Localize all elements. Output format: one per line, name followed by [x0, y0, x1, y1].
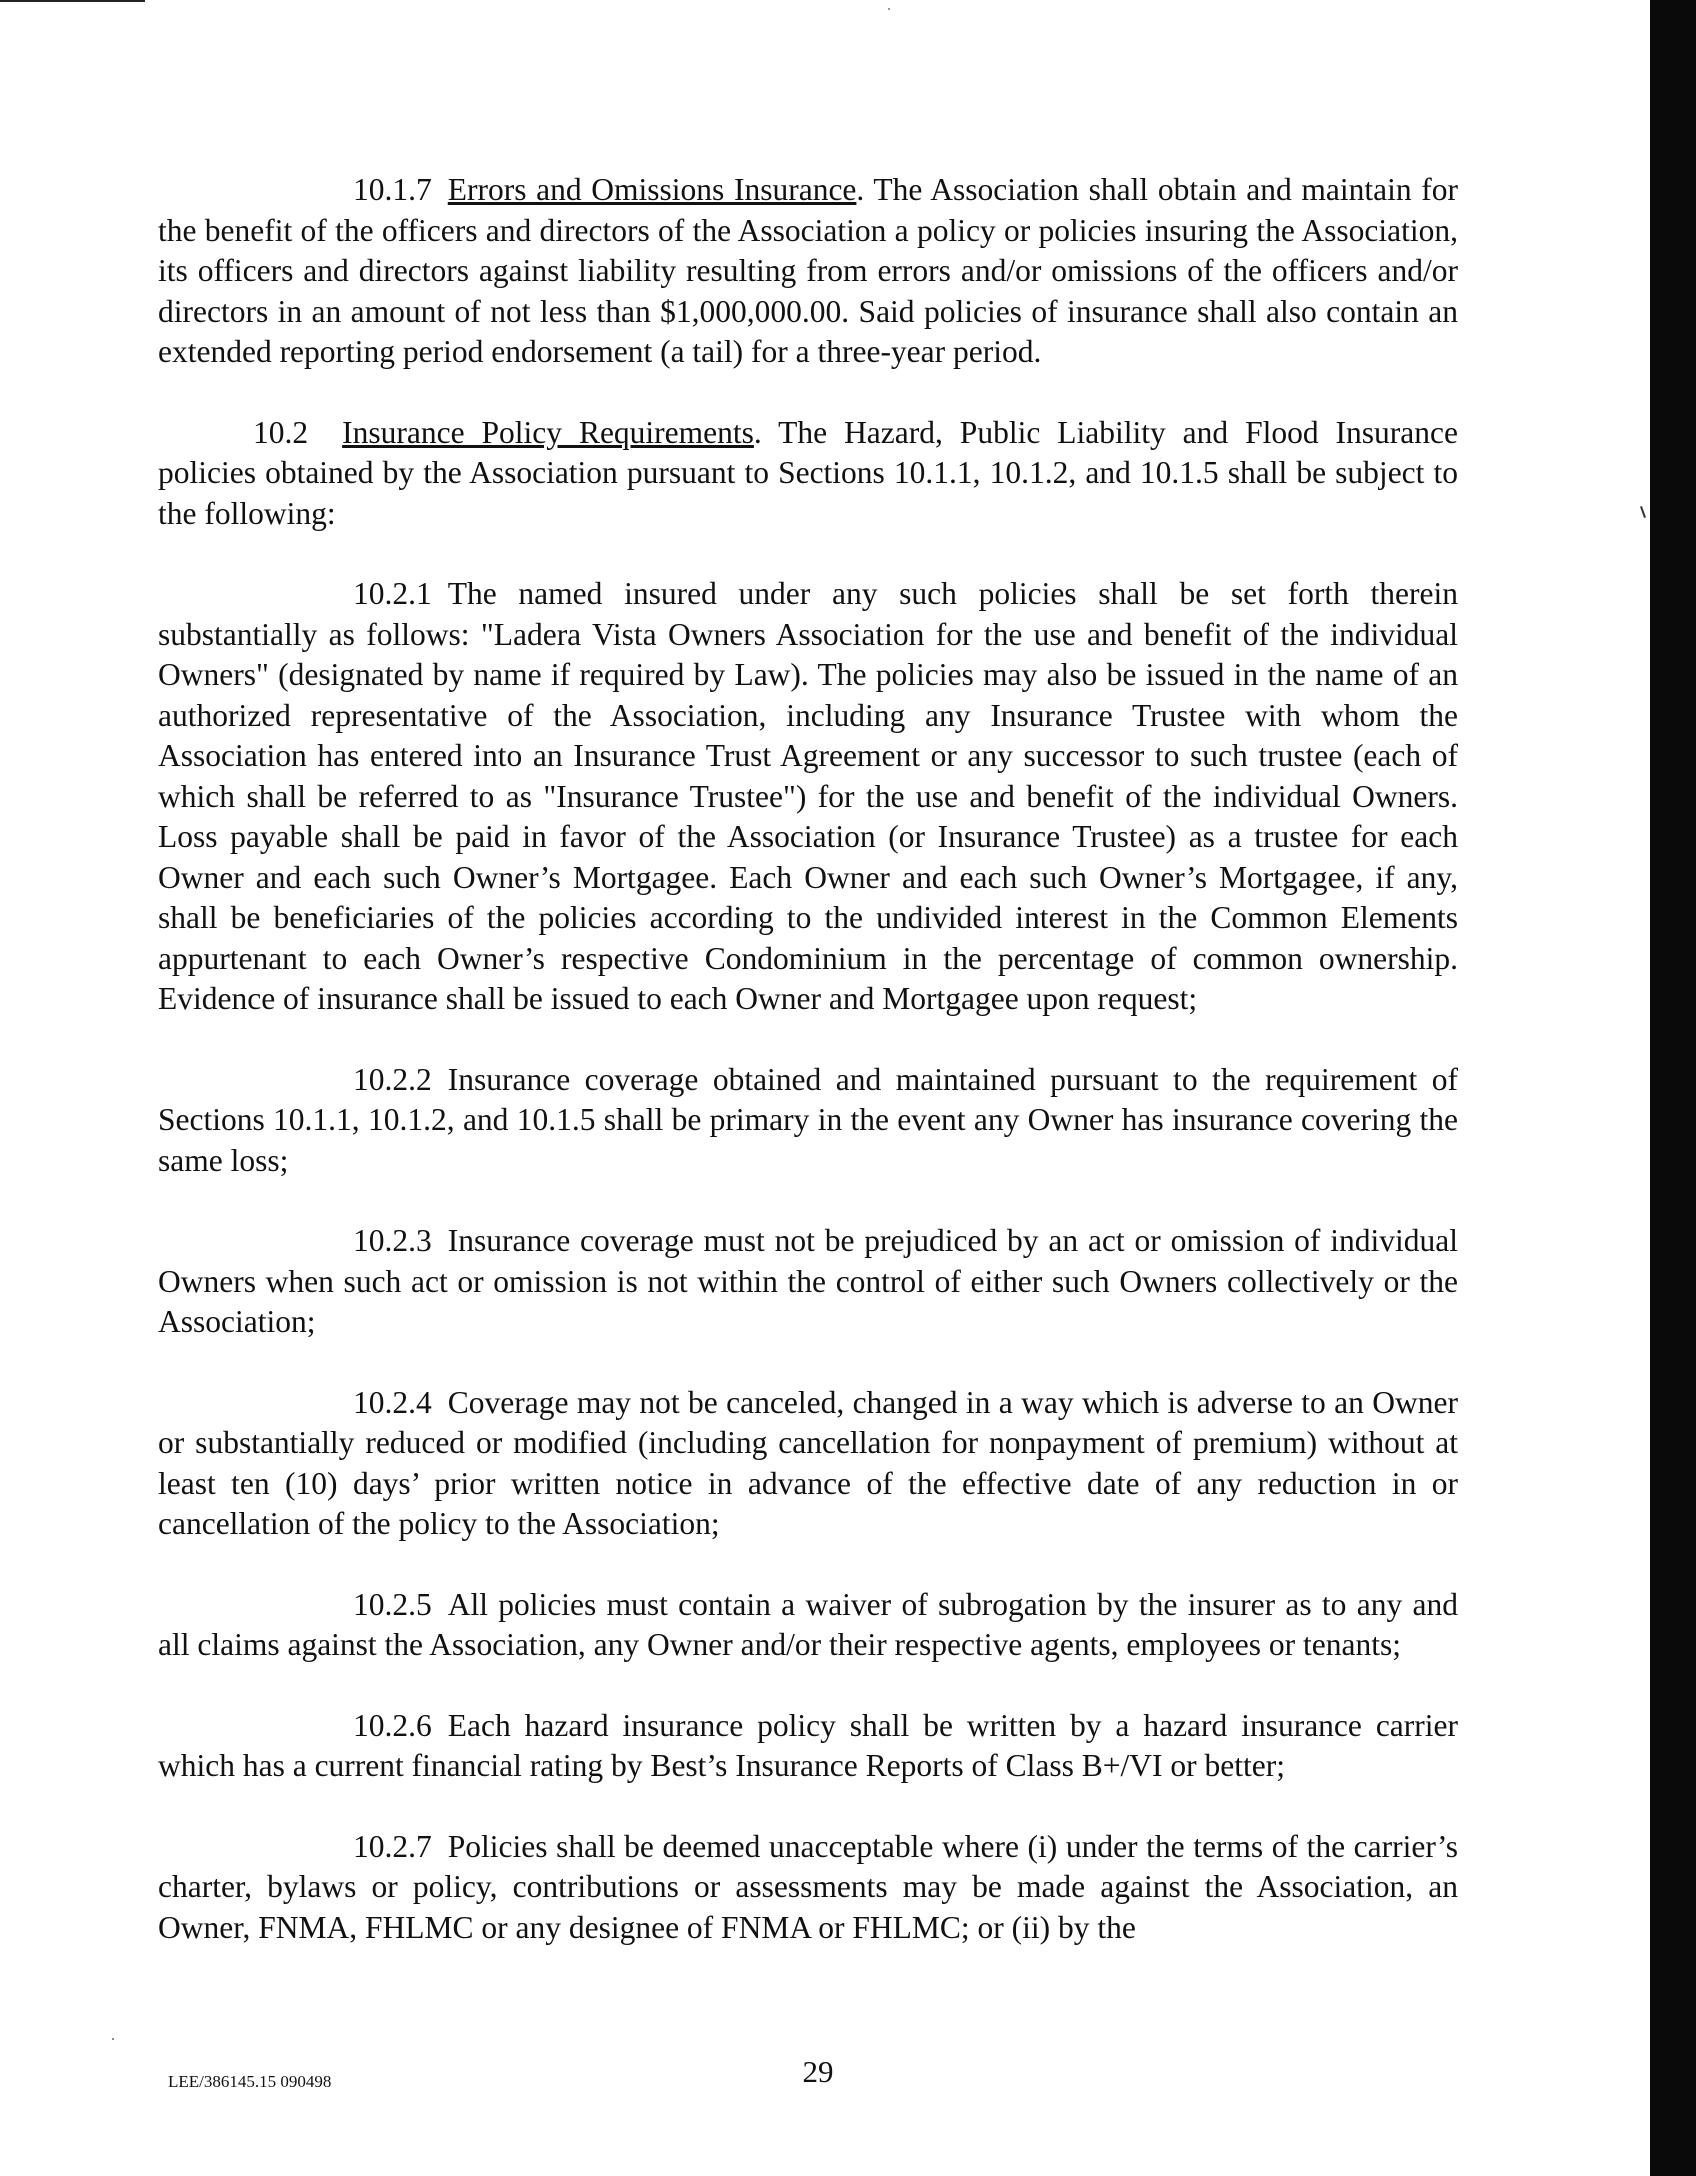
document-page: [158, 170, 1458, 1988]
paragraph-10-2: [158, 413, 1458, 535]
document-code: LEE/386145.15 090498: [168, 2072, 332, 2091]
section-number: 10.2.2: [353, 1061, 432, 1097]
paragraph-text: Policies shall be deemed unacceptable where (i) under the terms of the carrier’s charter, bylaws or policy, contributions or assessments may be made against the Association, an Owner, FNMA, FHLMC or any designee of FNMA or FHLMC; or (ii) by the: [158, 1828, 1458, 1945]
paragraph-text: . The Hazard, Public Liability and Flood Insurance policies obtained by the Association pursuant to Sections 10.1.1, 10.1.2, and 10.1.5 shall be subject to the following:: [158, 414, 1458, 531]
paragraph-10-1-7: [158, 170, 1458, 373]
paragraph-10-2-5: [158, 1585, 1458, 1666]
section-number: 10.2.7: [353, 1828, 432, 1864]
section-heading: Insurance Policy Requirements: [342, 414, 754, 450]
scan-speck: [1640, 506, 1646, 518]
paragraph-text: . The Association shall obtain and maintain for the benefit of the officers and directors of the Association a policy or policies insuring the Association, its officers and directors against liability resulting from errors and/or omissions of the officers and/or directors in an amount of not less than $1,000,000.00. Said policies of insurance shall also contain an extended reporting period endorsement (a tail) for a three-year period.: [158, 172, 1458, 369]
scan-border-bar: [1650, 0, 1696, 2176]
section-heading: Errors and Omissions Insurance: [447, 172, 857, 207]
scan-edge-mark: [0, 0, 145, 2]
paragraph-10-2-7: [158, 1827, 1458, 1949]
paragraph-10-2-4: [158, 1383, 1458, 1545]
paragraph-10-2-2: [158, 1060, 1458, 1182]
scan-speck: [888, 8, 890, 10]
section-number: 10.2.6: [353, 1707, 432, 1743]
paragraph-text: Insurance coverage must not be prejudiced by an act or omission of individual Owners when such act or omission is not within the control of either such Owners collectively or the Association;: [158, 1223, 1458, 1339]
paragraph-10-2-1: [158, 574, 1458, 1020]
paragraph-10-2-6: [158, 1706, 1458, 1787]
section-number: 10.1.7: [353, 172, 432, 207]
section-number: 10.2.4: [353, 1384, 432, 1420]
paragraph-text: The named insured under any such policies shall be set forth therein substantially as follows: "Ladera Vista Owners Association for the use and benefit of the individual Owners" (designated by name if required by Law). The policies may also be issued in the name of an authorized representative of the Association, including any Insurance Trustee with whom the Association has entered into an Insurance Trust Agreement or any successor to such trustee (each of which shall be referred to as "Insurance Trustee") for the use and benefit of the individual Owners. Loss payable shall be paid in favor of the Association (or Insurance Trustee) as a trustee for each Owner and each such Owner’s Mortgagee. Each Owner and each such Owner’s Mortgagee, if any, shall be beneficiaries of the policies according to the undivided interest in the Common Elements appurtenant to each Owner’s respective Condominium in the percentage of common ownership. Evidence of insurance shall be issued to each Owner and Mortgagee upon request;: [158, 576, 1458, 1016]
section-number: 10.2: [253, 414, 309, 450]
paragraph-text: Insurance coverage obtained and maintained pursuant to the requirement of Sections 10.1.1, 10.1.2, and 10.1.5 shall be primary in the event any Owner has insurance covering the same loss;: [158, 1061, 1458, 1178]
scan-speck: [112, 2038, 114, 2040]
paragraph-text: Coverage may not be canceled, changed in a way which is adverse to an Owner or substantially reduced or modified (including cancellation for nonpayment of premium) without at least ten (10) days’ prior written notice in advance of the effective date of any reduction in or cancellation of the policy to the Association;: [158, 1384, 1458, 1541]
paragraph-text: Each hazard insurance policy shall be written by a hazard insurance carrier which has a current financial rating by Best’s Insurance Reports of Class B+/VI or better;: [158, 1707, 1458, 1783]
paragraph-text: All policies must contain a waiver of subrogation by the insurer as to any and all claims against the Association, any Owner and/or their respective agents, employees or tenants;: [158, 1586, 1458, 1662]
section-number: 10.2.3: [353, 1223, 432, 1258]
paragraph-10-2-3: [158, 1221, 1458, 1343]
section-number: 10.2.5: [353, 1586, 432, 1622]
section-number: 10.2.1: [353, 576, 432, 611]
page-number: 29: [802, 2054, 834, 2089]
